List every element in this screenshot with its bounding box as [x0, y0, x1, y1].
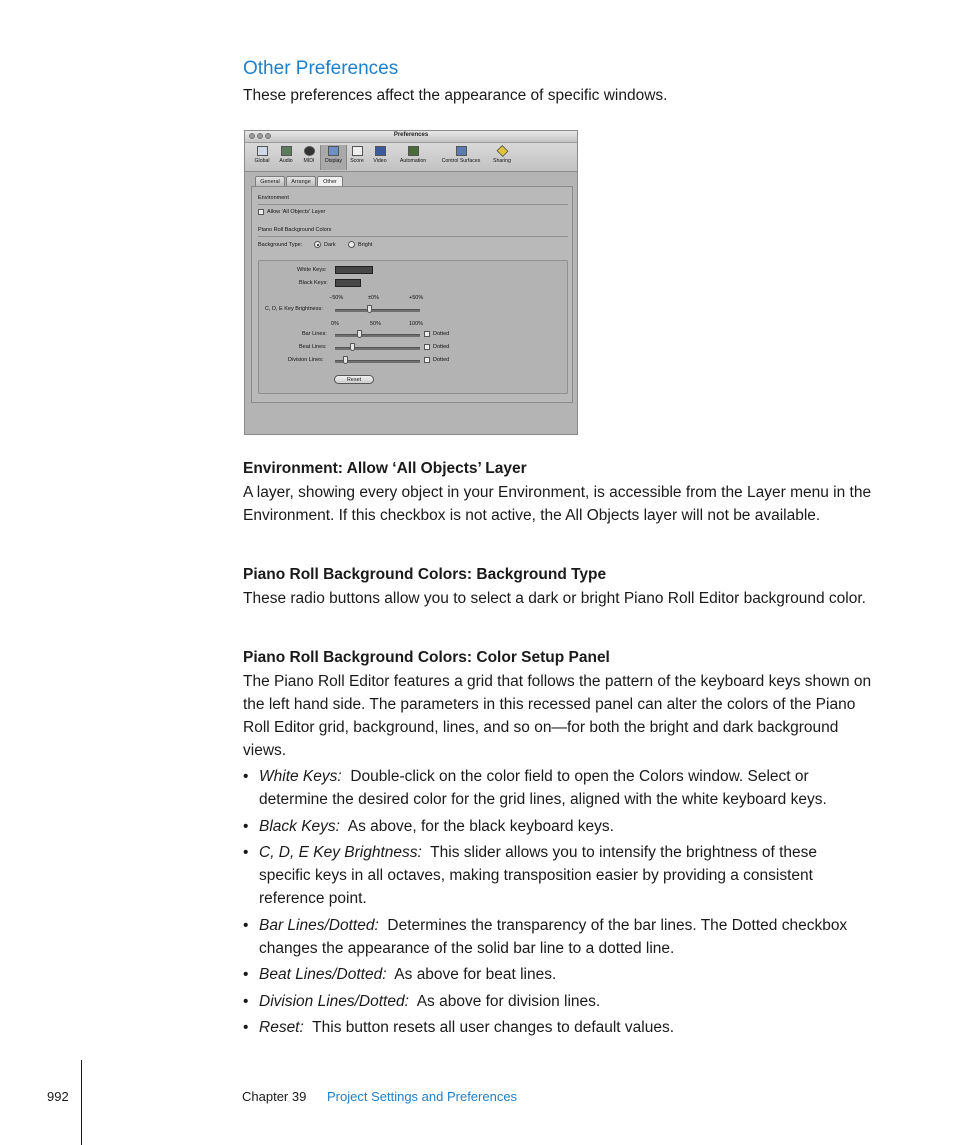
section-body-environment: A layer, showing every object in your Environment, is accessible from the Layer menu in the Environment. If this checkbox is not active, the All Objects layer will not be available.	[243, 484, 872, 524]
section-body-color-setup: The Piano Roll Editor features a grid that follows the pattern of the keyboard keys shown on the left hand side. The parameters in this recessed panel can alter the colors of the Piano Roll Editor grid, background, lines, and so on—for both the bright and dark background views.	[243, 673, 872, 759]
sharing-icon	[496, 145, 508, 157]
chapter-label: Chapter 39	[242, 1089, 307, 1104]
window-title: Preferences	[393, 132, 429, 138]
bar-lines-dotted-label: Dotted	[433, 331, 450, 337]
bullet-term: Bar Lines/Dotted:	[259, 917, 379, 934]
piano-roll-heading: Piano Roll Background Colors	[258, 227, 332, 233]
allow-all-objects-checkbox[interactable]	[258, 209, 264, 215]
bar-lines-label: Bar Lines:	[302, 331, 327, 337]
other-tab-pane	[251, 186, 573, 403]
bullet-text: As above for division lines.	[416, 993, 601, 1010]
divider	[258, 236, 568, 237]
midi-icon	[304, 146, 315, 156]
bullet-term: Beat Lines/Dotted:	[259, 966, 387, 983]
control-surfaces-icon	[456, 146, 467, 156]
brightness-scale-max: +50%	[409, 295, 424, 301]
brightness-scale-min: −50%	[329, 295, 344, 301]
beat-lines-dotted-checkbox[interactable]	[424, 344, 430, 350]
beat-lines-slider-knob[interactable]	[350, 343, 355, 351]
toolbar-global[interactable]: Global	[251, 145, 273, 170]
white-keys-color-field[interactable]	[335, 266, 373, 274]
black-keys-label: Black Keys:	[299, 280, 328, 286]
window-titlebar	[245, 131, 577, 143]
bullet-text: This slider allows you to intensify the brightness of these specific keys in all octaves, making transposition easier by providing a consistent reference point.	[259, 844, 817, 907]
bullet-term: Division Lines/Dotted:	[259, 993, 409, 1010]
divider	[258, 204, 568, 205]
section-body-background-type: These radio buttons allow you to select a dark or bright Piano Roll Editor background color.	[243, 590, 866, 607]
tab-other[interactable]: Other	[317, 176, 343, 186]
dark-radio[interactable]	[314, 241, 321, 248]
automation-icon	[408, 146, 419, 156]
beat-lines-label: Beat Lines:	[299, 344, 327, 350]
toolbar-automation[interactable]: Automation	[393, 145, 433, 170]
section-title: Other Preferences	[243, 58, 399, 79]
beat-lines-dotted-label: Dotted	[433, 344, 450, 350]
lines-scale-max: 100%	[409, 321, 424, 327]
allow-all-objects-label: Allow 'All Objects' Layer	[267, 209, 326, 215]
white-keys-label: White Keys:	[297, 267, 327, 273]
bar-lines-dotted-checkbox[interactable]	[424, 331, 430, 337]
bullet-text: As above for beat lines.	[394, 966, 557, 983]
bright-label: Bright	[358, 242, 373, 248]
brightness-slider-knob[interactable]	[367, 305, 372, 313]
section-heading-background-type: Piano Roll Background Colors: Background Type	[243, 566, 607, 583]
toolbar-score[interactable]: Score	[347, 145, 367, 170]
bullet-term: Black Keys:	[259, 818, 340, 835]
display-icon	[328, 146, 339, 156]
tab-arrange[interactable]: Arrange	[286, 176, 316, 186]
section-heading-color-setup: Piano Roll Background Colors: Color Setup Panel	[243, 649, 610, 666]
toolbar-sharing[interactable]: Sharing	[489, 145, 515, 170]
intro-text: These preferences affect the appearance of specific windows.	[243, 87, 668, 104]
footer-divider	[81, 1060, 82, 1145]
brightness-slider-track[interactable]	[335, 309, 420, 312]
toolbar-audio[interactable]: Audio	[275, 145, 297, 170]
lines-scale-min: 0%	[331, 321, 339, 327]
color-setup-panel	[258, 260, 568, 394]
bullet-text: This button resets all user changes to default values.	[312, 1019, 675, 1036]
dark-label: Dark	[324, 242, 336, 248]
global-icon	[257, 146, 268, 156]
reset-button[interactable]: Reset	[334, 375, 374, 384]
toolbar-control-surfaces[interactable]: Control Surfaces	[435, 145, 487, 170]
preferences-toolbar	[245, 143, 577, 172]
bullet-term: White Keys:	[259, 768, 342, 785]
audio-icon	[281, 146, 292, 156]
brightness-label: C, D, E Key Brightness:	[265, 306, 323, 312]
black-keys-color-field[interactable]	[335, 279, 361, 287]
bullet-term: Reset:	[259, 1019, 304, 1036]
division-lines-dotted-checkbox[interactable]	[424, 357, 430, 363]
bar-lines-slider-knob[interactable]	[357, 330, 362, 338]
background-type-label: Background Type:	[258, 242, 303, 248]
preferences-screenshot	[244, 130, 578, 435]
bullet-text: Double-click on the color field to open the Colors window. Select or determine the desired color for the grid lines, aligned with the white keyboard keys.	[259, 768, 827, 808]
section-heading-environment: Environment: Allow ‘All Objects’ Layer	[243, 460, 527, 477]
chapter-title-link[interactable]: Project Settings and Preferences	[327, 1089, 518, 1104]
toolbar-video[interactable]: Video	[369, 145, 391, 170]
bullet-text: Determines the transparency of the bar lines. The Dotted checkbox changes the appearance of the solid bar line to a dotted line.	[259, 917, 848, 957]
bullet-text: As above, for the black keyboard keys.	[347, 818, 614, 835]
division-lines-dotted-label: Dotted	[433, 357, 450, 363]
lines-scale-mid: 50%	[370, 321, 382, 327]
tab-general[interactable]: General	[255, 176, 285, 186]
division-lines-label: Division Lines:	[288, 357, 324, 363]
bright-radio[interactable]	[348, 241, 355, 248]
video-icon	[375, 146, 386, 156]
toolbar-midi[interactable]: MIDI	[299, 145, 319, 170]
bar-lines-slider-track[interactable]	[335, 334, 420, 337]
bullet-term: C, D, E Key Brightness:	[259, 844, 422, 861]
score-icon	[352, 146, 363, 156]
brightness-scale-mid: ±0%	[368, 295, 379, 301]
page-number: 992	[47, 1089, 69, 1104]
division-lines-slider-knob[interactable]	[343, 356, 348, 364]
beat-lines-slider-track[interactable]	[335, 347, 420, 350]
environment-heading: Environment	[258, 195, 289, 201]
toolbar-display[interactable]: Display	[320, 145, 347, 170]
